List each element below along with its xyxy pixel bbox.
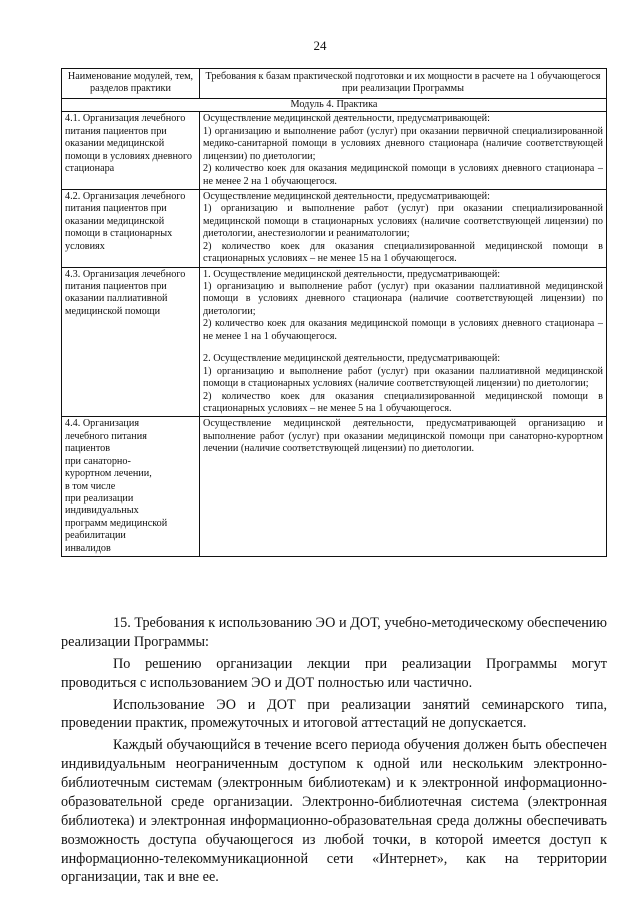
table-row <box>62 112 607 190</box>
header-left: Наименование модулей, тем, разделов практики <box>62 69 200 99</box>
table-row <box>62 417 607 557</box>
requirement-text: 1) организацию и выполнение работ (услуг) при оказании паллиативной медицинской помощи в стационарных условиях (наличие соответствующей лицензии) по диетологии; <box>203 365 603 390</box>
requirement-text: 1) организацию и выполнение работ (услуг) при оказании паллиативной медицинской помощи в условиях дневного стационара (наличие соответствующей лицензии) по диетологии; <box>203 281 603 317</box>
row-name-line: пациентов <box>65 443 111 455</box>
requirement-text: Осуществление медицинской деятельности, предусматривающей организацию и выполнение работ (услуг) при оказании медицинской помощи при санаторно-курортном лечении (наличие соответствующей лицензии) по диетологии. <box>203 418 603 455</box>
requirement-text: 1) организацию и выполнение работ (услуг) при оказании специализированной медицинской помощи в стационарных условиях (наличие соответствующей лицензии) по диетологии, анестезиологии и реаниматологии; <box>203 203 603 240</box>
requirement-text: 2) количество коек для оказания специализированной медицинской помощи в стационарных условиях – не менее 5 на 1 обучающегося. <box>203 390 603 414</box>
paragraph: По решению организации лекции при реализации Программы могут проводиться с использованием ЭО и ДОТ полностью или частично. <box>61 655 607 691</box>
requirement-text: 2) количество коек для оказания специализированной медицинской помощи в стационарных условиях – не менее 15 на 1 обучающегося. <box>203 240 603 265</box>
requirements-table <box>61 68 607 557</box>
row-requirements <box>200 267 607 417</box>
row-name: 4.2. Организация лечебного питания пациентов при оказании медицинской помощи в стационарных условиях <box>62 189 200 267</box>
table-row <box>62 189 607 267</box>
requirement-text: 2) количество коек для оказания медицинской помощи в условиях дневного стационара – не менее 1 на 1 обучающегося. <box>203 318 603 342</box>
header-right: Требования к базам практической подготовки и их мощности в расчете на 1 обучающегося при реализации Программы <box>200 69 607 99</box>
module-title: Модуль 4. Практика <box>62 98 607 111</box>
row-name-line: при реализации <box>65 493 134 504</box>
row-name-line: в том числе <box>65 480 116 492</box>
requirement-text: Осуществление медицинской деятельности, предусматривающей: <box>203 113 490 125</box>
row-requirements <box>200 417 607 557</box>
row-name <box>62 417 200 557</box>
requirement-text: 1. Осуществление медицинской деятельности, предусматривающей: <box>203 268 501 280</box>
paragraph: Каждый обучающийся в течение всего периода обучения должен быть обеспечен индивидуальным неограниченным доступом к одной или нескольким электронно-библиотечным системам (электронным библиотекам) и к электронной информационно-образовательной среде организации. Электронно-библиотечная система (электронная библиотека) и электронная информационно-образовательная среда должны обеспечивать возможность доступа обучающегося из любой точки, в которой имеется доступ к информационно-телекоммуникационной сети «Интернет», как на территории организации, так и вне ее. <box>61 737 607 886</box>
row-name-line: курортном лечении, <box>65 468 152 480</box>
requirement-text: 1) организацию и выполнение работ (услуг) при оказании первичной специализированной медико-санитарной помощи в условиях дневного стационара (наличие соответствующей лицензии) по диетологии; <box>203 125 603 162</box>
row-name-line: программ медицинской <box>65 517 168 529</box>
row-name-line: 4.4. Организация <box>65 418 140 430</box>
requirement-text: 2. Осуществление медицинской деятельности, предусматривающей: <box>203 353 501 365</box>
row-name-line: лечебного питания <box>65 430 147 442</box>
row-requirements <box>200 112 607 190</box>
row-name: 4.3. Организация лечебного питания пациентов при оказании паллиативной медицинской помощи <box>62 267 200 417</box>
row-name-line: индивидуальных <box>65 505 139 517</box>
body-text <box>61 614 607 890</box>
row-name: 4.1. Организация лечебного питания пациентов при оказании медицинской помощи в условиях дневного стационара <box>62 112 200 190</box>
module-row <box>62 98 607 111</box>
page-number: 24 <box>313 38 327 53</box>
table-header-row <box>62 69 607 99</box>
row-name-line: реабилитации <box>65 530 126 542</box>
requirement-text: Осуществление медицинской деятельности, предусматривающей: <box>203 190 490 202</box>
row-name-line: инвалидов <box>65 542 111 554</box>
section-heading: 15. Требования к использованию ЭО и ДОТ, учебно-методическому обеспечению реализации Программы: <box>61 615 607 650</box>
row-requirements <box>200 189 607 267</box>
requirement-text: 2) количество коек для оказания медицинской помощи в условиях дневного стационара – не менее 2 на 1 обучающегося. <box>203 163 603 187</box>
paragraph: Использование ЭО и ДОТ при реализации занятий семинарского типа, проведении практик, промежуточных и итоговой аттестаций не допускается. <box>61 696 607 732</box>
row-name-line: при санаторно- <box>65 455 131 467</box>
table-row <box>62 267 607 417</box>
